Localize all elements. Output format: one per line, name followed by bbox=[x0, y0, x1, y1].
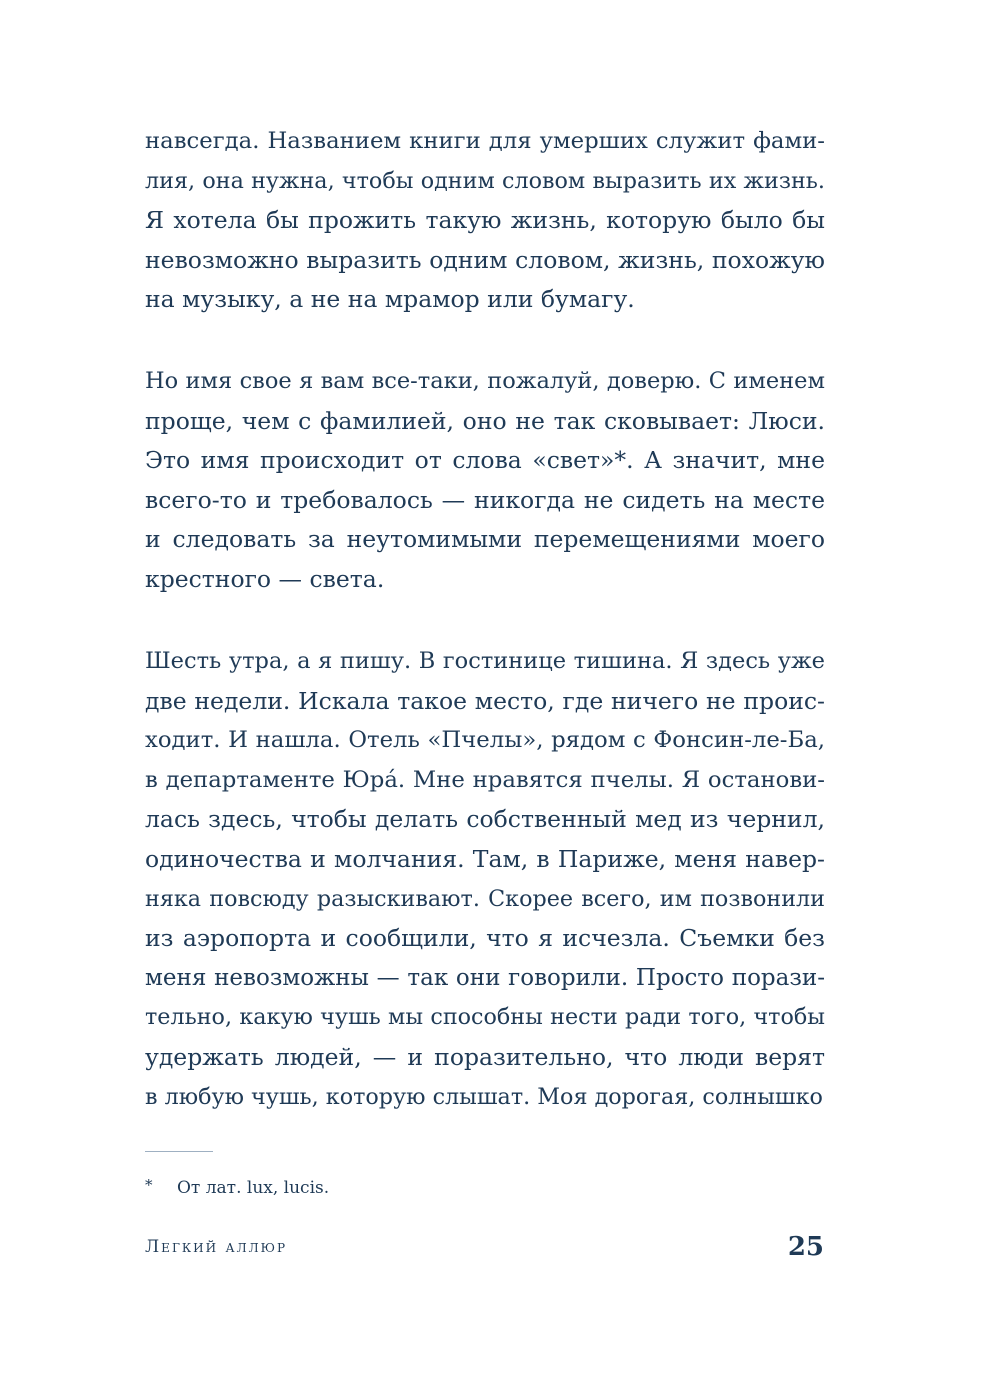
text-line: крестного — света. bbox=[145, 564, 385, 593]
footnote bbox=[145, 1172, 329, 1201]
paragraph-2 bbox=[145, 362, 825, 600]
footnote-marker: * bbox=[145, 1176, 153, 1194]
text-line: Я хотела бы прожить такую жизнь, которую было бы bbox=[145, 206, 825, 235]
text-line: меня невозможны — так они говорили. Просто порази- bbox=[145, 964, 825, 991]
text-line: навсегда. Названием книги для умерших служит фами- bbox=[145, 128, 825, 154]
page-number: 25 bbox=[787, 1232, 824, 1262]
text-line: невозможно выразить одним словом, жизнь, похожую bbox=[145, 245, 825, 274]
text-line: одиночества и молчания. Там, в Париже, меня навер- bbox=[145, 844, 825, 873]
text-line: лась здесь, чтобы делать собственный мед из чернил, bbox=[145, 805, 825, 834]
text-line: лия, она нужна, чтобы одним словом выразить их жизнь. bbox=[145, 167, 825, 194]
paragraph-1 bbox=[145, 122, 825, 320]
text-line: из аэропорта и сообщили, что я исчезла. Съемки без bbox=[145, 924, 825, 953]
text-line: всего-то и требовалось — никогда не сидеть на месте bbox=[145, 485, 825, 514]
footnote-text: От лат. lux, lucis. bbox=[177, 1178, 330, 1198]
text-line: ходит. И нашла. Отель «Пчелы», рядом с Фонсин-ле-Ба, bbox=[145, 727, 825, 754]
text-line: Это имя происходит от слова «свет»*. А значит, мне bbox=[145, 446, 825, 475]
text-line: няка повсюду разыскивают. Скорее всего, им позвонили bbox=[145, 885, 825, 912]
text-line: и следовать за неутомимыми перемещениями моего bbox=[145, 525, 825, 554]
footnote-divider bbox=[145, 1151, 213, 1152]
text-line: Шесть утра, а я пишу. В гостинице тишина. Я здесь уже bbox=[145, 648, 825, 674]
text-line: две недели. Искала такое место, где ничего не проис- bbox=[145, 686, 825, 715]
text-line: тельно, какую чушь мы способны нести ради того, чтобы bbox=[145, 1004, 825, 1031]
text-line: удержать людей, — и поразительно, что люди верят bbox=[145, 1042, 825, 1071]
running-footer-title: Легкий аллюр bbox=[145, 1237, 288, 1257]
text-line: в департаменте Юра́. Мне нравятся пчелы. Я останови- bbox=[145, 766, 825, 793]
paragraph-3 bbox=[145, 642, 825, 1117]
text-line: Но имя свое я вам все-таки, пожалуй, доверю. С именем bbox=[145, 368, 825, 394]
text-line: в любую чушь, которую слышат. Моя дорогая, солнышко bbox=[145, 1083, 823, 1110]
text-line: на музыку, а не на мрамор или бумагу. bbox=[145, 285, 635, 314]
text-line: проще, чем с фамилией, оно не так сковывает: Люси. bbox=[145, 406, 825, 435]
